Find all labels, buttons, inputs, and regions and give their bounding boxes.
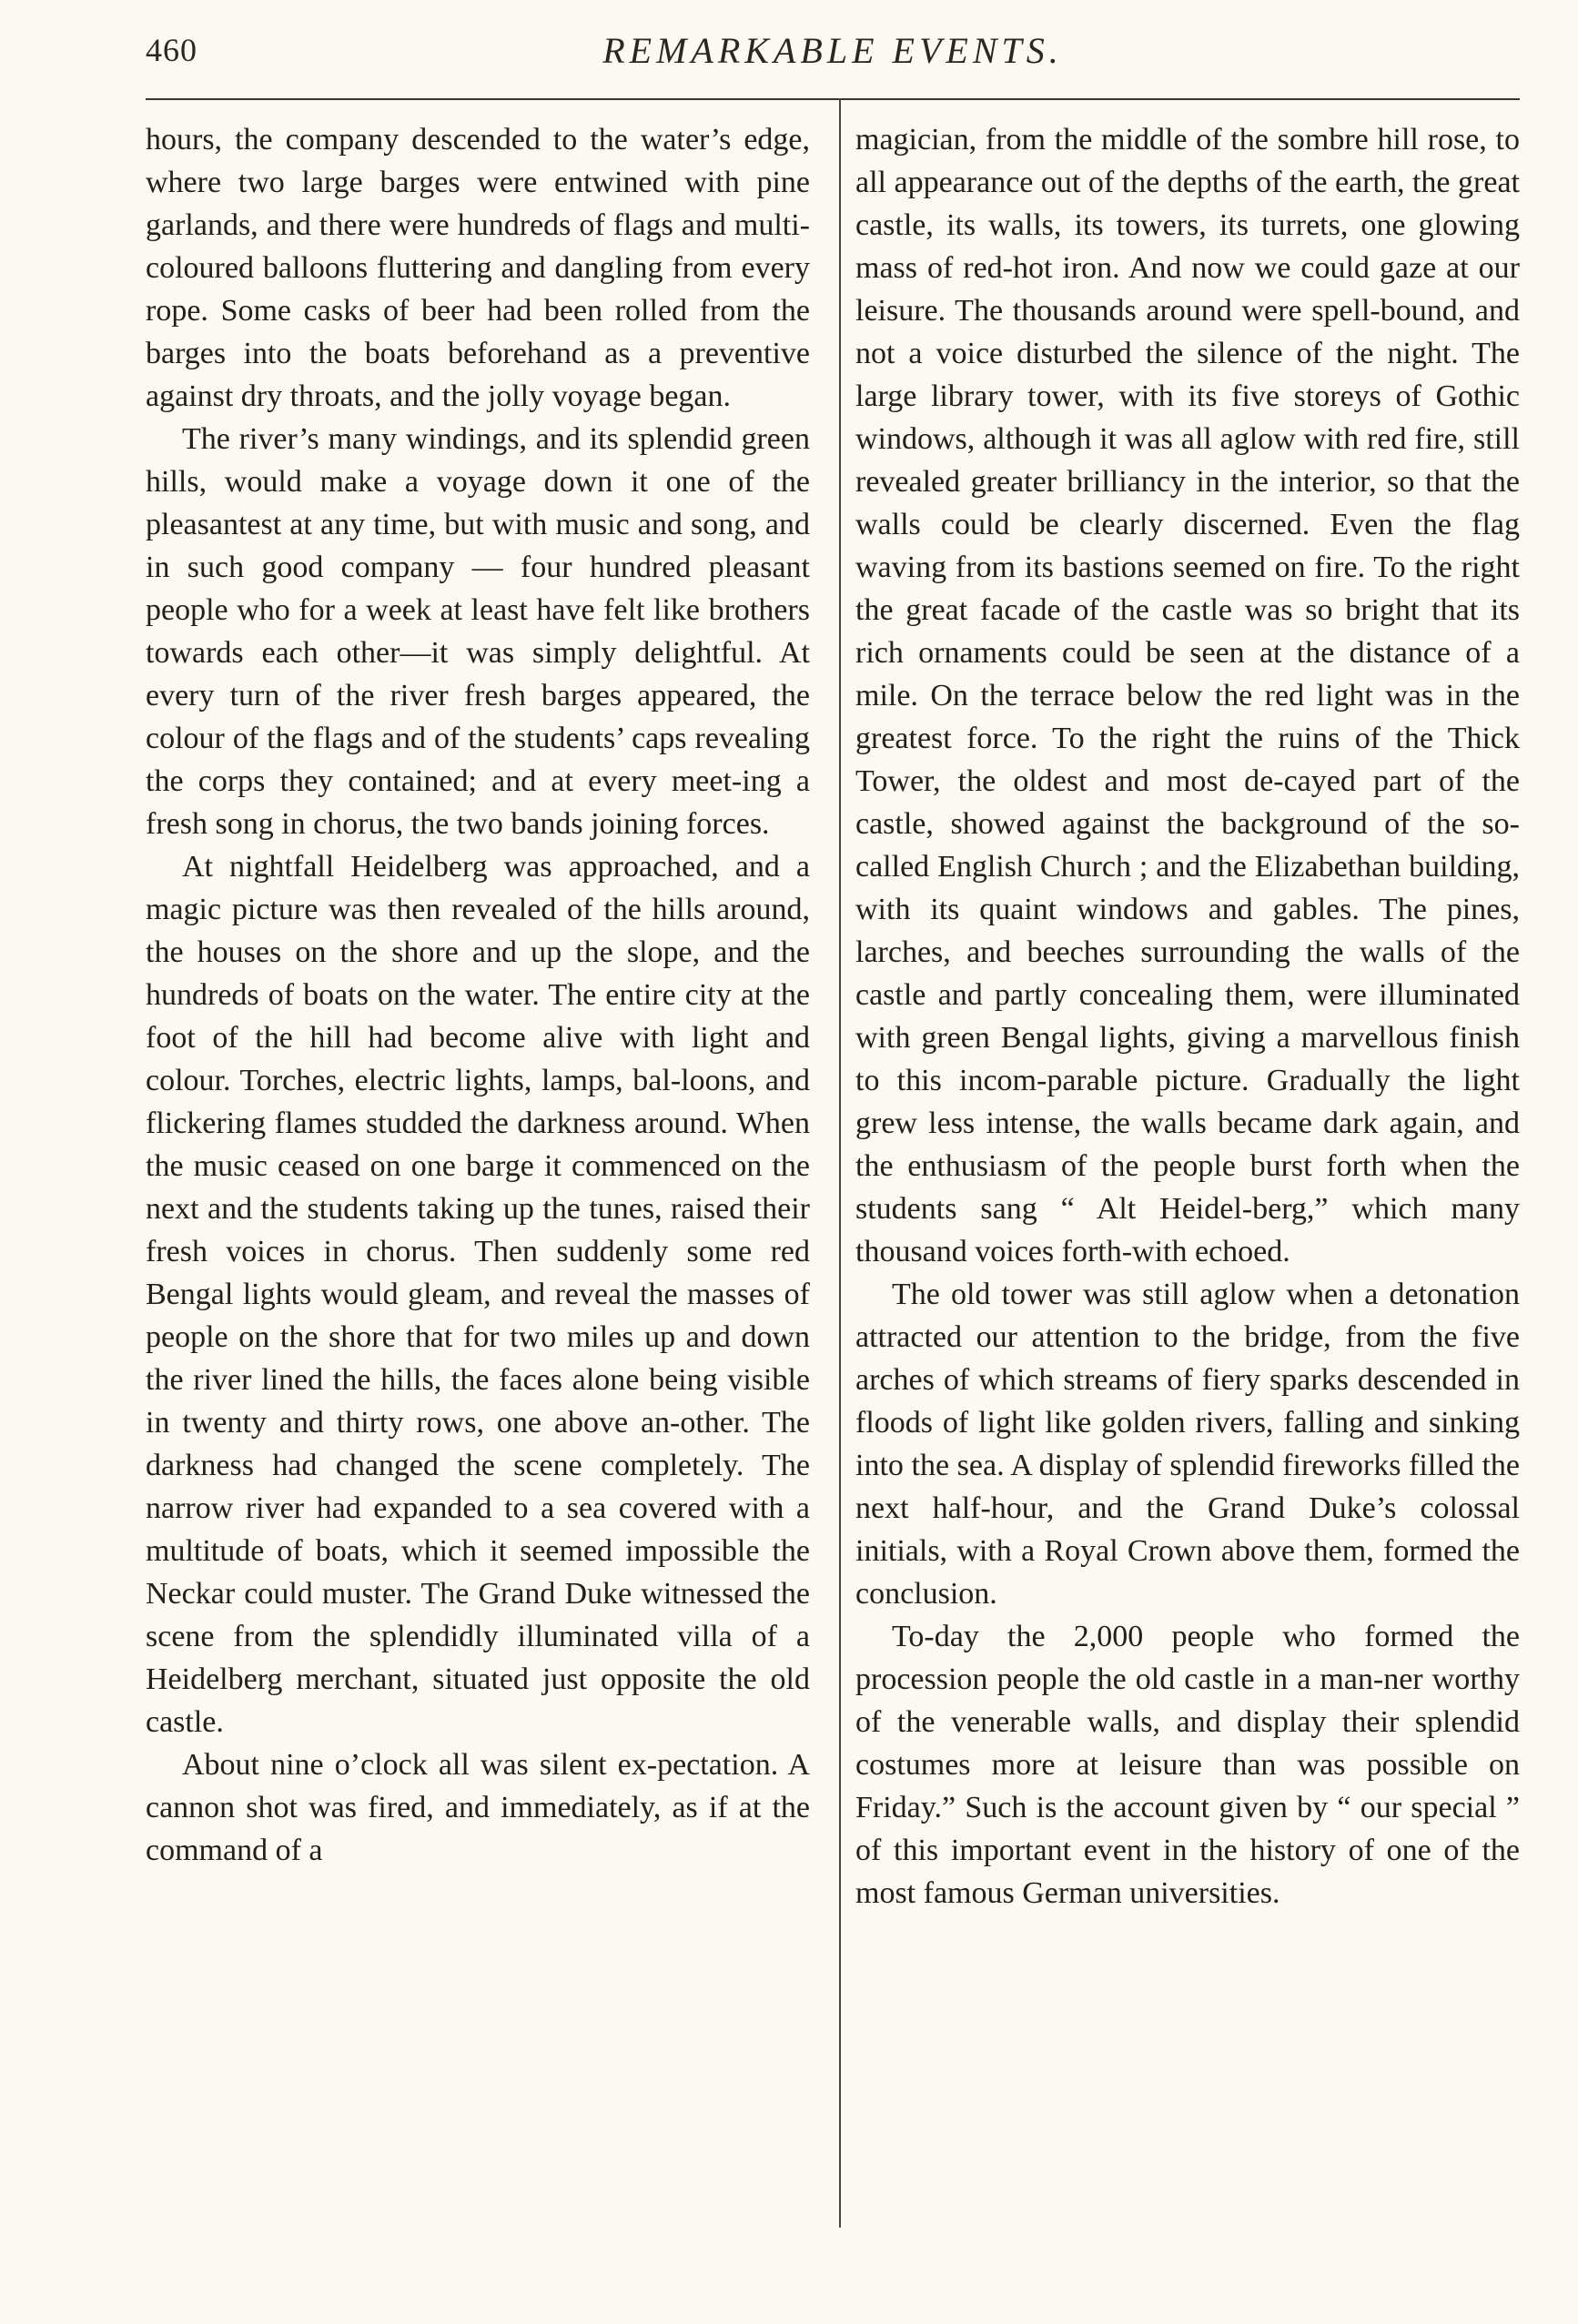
header-rule [146, 98, 1520, 100]
paragraph: To-day the 2,000 people who formed the procession people the old castle in a man-ner worthy of the venerable walls, and display their splendid costumes more at leisure than was possible on Friday.” Such is the account given by “ our special ” of this important event in the history of one of the most famous German universities. [855, 1620, 1520, 1910]
running-title: REMARKABLE EVENTS. [602, 30, 1063, 71]
left-column [146, 118, 810, 1872]
right-column [855, 118, 1520, 1915]
paragraph: The old tower was still aglow when a detonation attracted our attention to the bridge, from the five arches of which streams of fiery sparks descended in floods of light like golden rivers, falling and sinking into the sea. A display of splendid fireworks filled the next half-hour, and the Grand Duke’s colossal initials, with a Royal Crown above them, formed the conclusion. [855, 1278, 1520, 1611]
page-header [146, 27, 1520, 78]
paragraph: magician, from the middle of the sombre hill rose, to all appearance out of the depths of the earth, the great castle, its walls, its towers, its turrets, one glowing mass of red-hot iron. And now we could gaze at our leisure. The thousands around were spell-bound, and not a voice disturbed the silence of the night. The large library tower, with its five storeys of Gothic windows, although it was all aglow with red fire, still revealed greater brilliancy in the interior, so that the walls could be clearly discerned. Even the flag waving from its bastions seemed on fire. To the right the great facade of the castle was so bright that its rich ornaments could be seen at the distance of a mile. On the terrace below the red light was in the greatest force. To the right the ruins of the Thick Tower, the oldest and most de-cayed part of the castle, showed against the background of the so-called English Church ; and the Elizabethan building, with its quaint windows and gables. The pines, larches, and beeches surrounding the walls of the castle and partly concealing them, were illuminated with green Bengal lights, giving a marvellous finish to this incom-parable picture. Gradually the light grew less intense, the walls became dark again, and the enthusiasm of the people burst forth when the students sang “ Alt Heidel-berg,” which many thousand voices forth-with echoed. [855, 123, 1520, 1268]
paragraph: The river’s many windings, and its splendid green hills, would make a voyage down it one of the pleasantest at any time, but with music and song, and in such good company — four hundred pleasant people who for a week at least have felt like brothers towards each other—it was simply delightful. At every turn of the river fresh barges appeared, the colour of the flags and of the students’ caps revealing the corps they contained; and at every meet-ing a fresh song in chorus, the two bands joining forces. [146, 422, 810, 841]
paragraph: At nightfall Heidelberg was approached, and a magic picture was then revealed of the hills around, the houses on the shore and up the slope, and the hundreds of boats on the water. The entire city at the foot of the hill had become alive with light and colour. Torches, electric lights, lamps, bal-loons, and flickering flames studded the darkness around. When the music ceased on one barge it commenced on the next and the students taking up the tunes, raised their fresh voices in chorus. Then suddenly some red Bengal lights would gleam, and reveal the masses of people on the shore that for two miles up and down the river lined the hills, the faces alone being visible in twenty and thirty rows, one above an-other. The darkness had changed the scene completely. The narrow river had expanded to a sea covered with a multitude of boats, which it seemed impossible the Neckar could muster. The Grand Duke witnessed the scene from the splendidly illuminated villa of a Heidelberg merchant, situated just opposite the old castle. [146, 850, 810, 1739]
paragraph: About nine o’clock all was silent ex-pectation. A cannon shot was fired, and immediately, as if at the command of a [146, 1748, 810, 1867]
page-number: 460 [146, 32, 197, 68]
paragraph: hours, the company descended to the water’s edge, where two large barges were entwined with pine garlands, and there were hundreds of flags and multi-coloured balloons fluttering and dangling from every rope. Some casks of beer had been rolled from the barges into the boats beforehand as a preventive against dry throats, and the jolly voyage began. [146, 123, 810, 413]
column-divider [839, 98, 841, 2228]
